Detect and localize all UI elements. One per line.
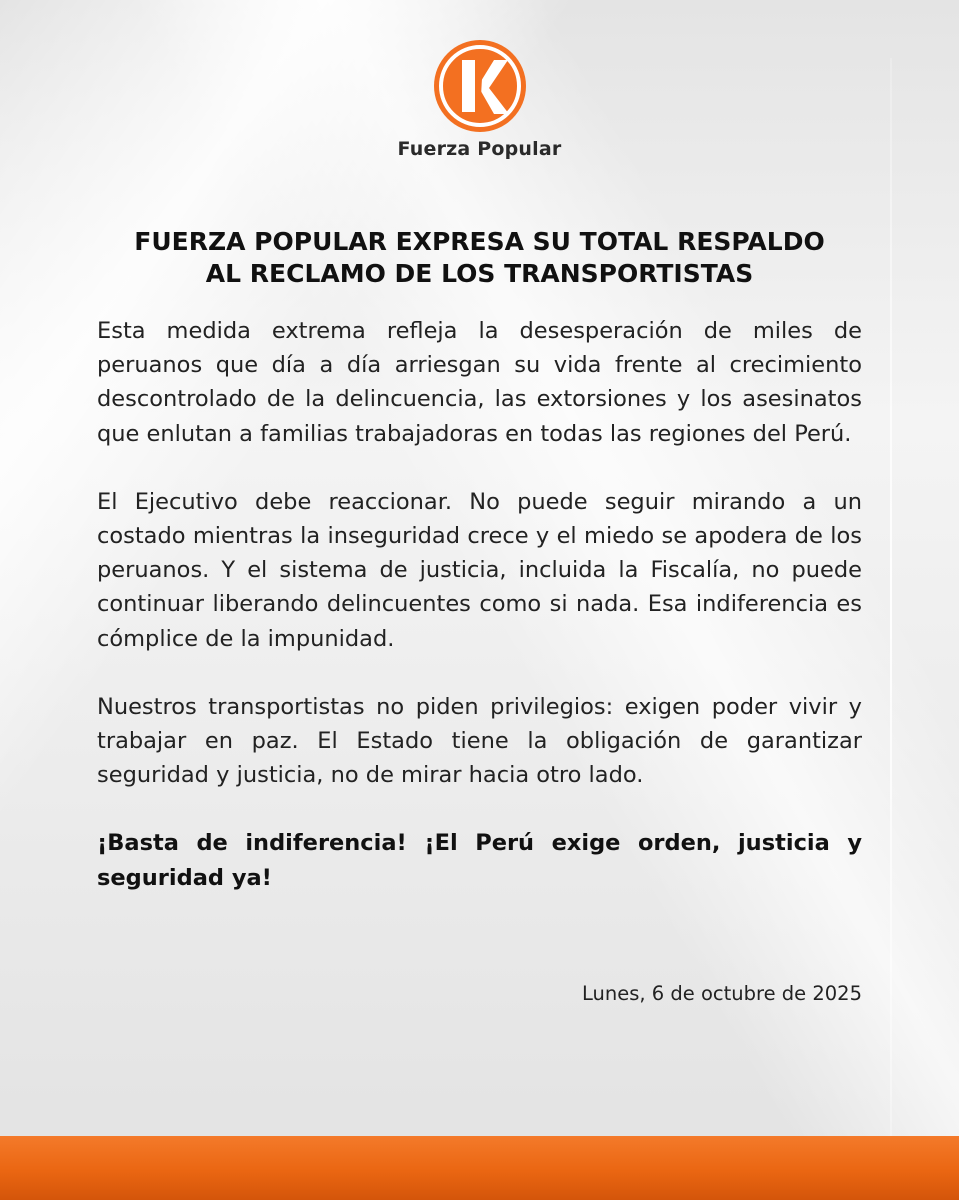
title-line-2: AL RECLAMO DE LOS TRANSPORTISTAS [205, 259, 754, 288]
brand-name: Fuerza Popular [397, 138, 562, 160]
page-title [60, 226, 899, 290]
title-line-1: FUERZA POPULAR EXPRESA SU TOTAL RESPALDO [134, 227, 825, 256]
closing-statement: ¡Basta de indiferencia! ¡El Perú exige orden, justicia y seguridad ya! [97, 830, 862, 891]
statement-body [97, 314, 862, 929]
paragraph-1: Esta medida extrema refleja la desesperación de miles de peruanos que día a día arriesgan su vida frente al crecimiento descontrolado de la delincuencia, las extorsiones y los asesinatos que enlutan a familias trabajadoras en todas las regiones del Perú. [97, 318, 862, 447]
fuerza-popular-logo-icon [432, 38, 528, 134]
statement-date: Lunes, 6 de octubre de 2025 [582, 982, 862, 1005]
decorative-edge-line [890, 58, 892, 1138]
bottom-brand-bar [0, 1136, 959, 1200]
brand-header [0, 38, 959, 160]
paragraph-2: El Ejecutivo debe reaccionar. No puede seguir mirando a un costado mientras la inseguridad crece y el miedo se apodera de los peruanos. Y el sistema de justicia, incluida la Fiscalía, no puede continuar liberando delincuentes como si nada. Esa indiferencia es cómplice de la impunidad. [97, 488, 862, 652]
paragraph-3: Nuestros transportistas no piden privilegios: exigen poder vivir y trabajar en paz. El Estado tiene la obligación de garantizar seguridad y justicia, no de mirar hacia otro lado. [97, 693, 862, 789]
